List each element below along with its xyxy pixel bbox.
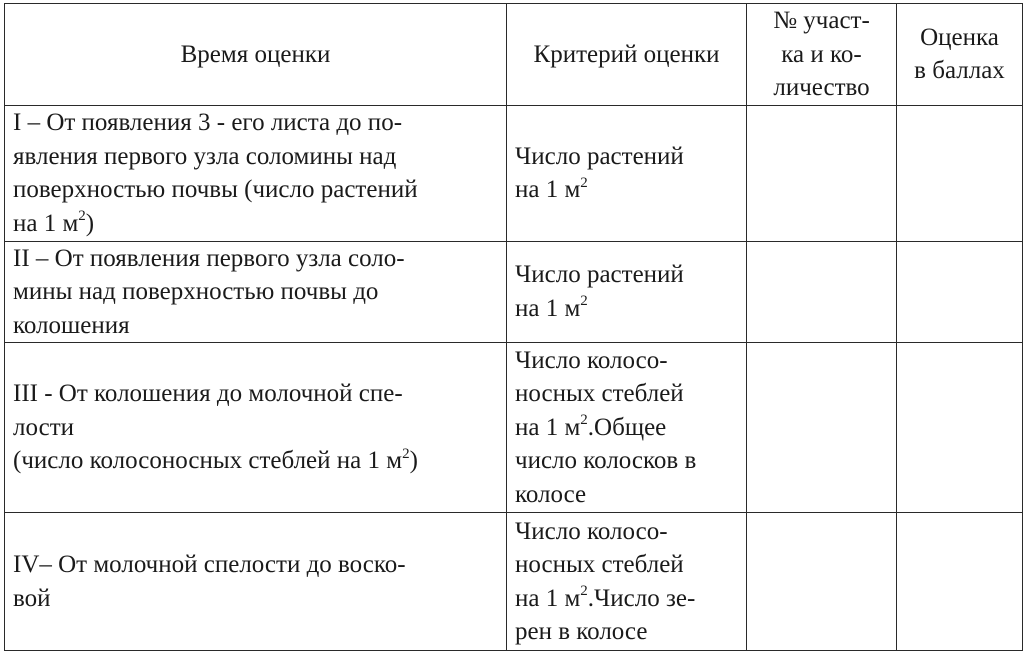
period-superscript: 2: [402, 445, 410, 462]
period-line: IV– От молочной спелости до воско-: [13, 551, 406, 578]
period-cell: [5, 105, 507, 241]
header-plot-line: № участ-: [773, 7, 870, 34]
criterion-superscript: 2: [580, 412, 588, 429]
criterion-cell: [507, 241, 747, 343]
period-line: поверхностью почвы (число растений: [13, 176, 418, 203]
plot-cell: [747, 513, 897, 651]
table-row: [5, 513, 1023, 651]
period-tail: ): [409, 447, 418, 475]
plot-cell: [747, 241, 897, 343]
period-superscript: 2: [78, 208, 86, 225]
score-cell: [897, 105, 1023, 241]
criterion-cell: [507, 513, 747, 651]
criterion-text-after: .Общее: [587, 413, 667, 441]
criterion-cell: [507, 343, 747, 513]
header-time-label: Время оценки: [180, 40, 331, 68]
period-cell: [5, 241, 507, 343]
evaluation-table: [4, 3, 1023, 651]
period-line: I – От появления 3 - его листа до по-: [13, 109, 403, 136]
criterion-line: колосе: [515, 480, 587, 508]
table-row: [5, 241, 1023, 343]
score-cell: [897, 241, 1023, 343]
criterion-line: число колосков в: [515, 447, 697, 475]
score-cell: [897, 513, 1023, 651]
period-cell: [5, 343, 507, 513]
header-score-line: Оценка: [920, 23, 999, 51]
period-line: колошения: [13, 311, 130, 339]
period-line: мины над поверхностью почвы до: [13, 278, 379, 305]
criterion-text: на 1 м: [515, 413, 581, 441]
period-line: [13, 444, 498, 478]
criterion-superscript: 2: [580, 583, 588, 600]
period-cell: [5, 513, 507, 651]
header-criterion: [507, 4, 747, 106]
period-tail: ): [85, 209, 95, 237]
criterion-superscript: 2: [580, 174, 588, 191]
criterion-text-after: .Число зе-: [587, 584, 696, 612]
criterion-line: рен в колосе: [515, 618, 648, 645]
header-plot: [747, 4, 897, 106]
header-score: [897, 4, 1023, 106]
table-row: [5, 343, 1023, 513]
score-cell: [897, 343, 1023, 513]
criterion-line: Число растений: [515, 261, 684, 289]
criterion-line: Число колосо-: [515, 517, 668, 545]
criterion-line: [515, 292, 738, 326]
table-row: [5, 105, 1023, 241]
period-line: вой: [13, 584, 51, 612]
period-line: II – От появления первого узла соло-: [13, 244, 405, 272]
criterion-line: [515, 411, 738, 445]
criterion-line: носных стеблей: [515, 380, 684, 408]
header-time: [5, 4, 507, 106]
period-line: явления первого узла соломины над: [13, 142, 397, 170]
header-criterion-label: Критерий оценки: [533, 40, 720, 68]
plot-cell: [747, 105, 897, 241]
criterion-text: на 1 м: [515, 294, 581, 322]
header-plot-line: личество: [773, 74, 870, 101]
criterion-superscript: 2: [580, 293, 588, 310]
header-score-line: в баллах: [914, 57, 1005, 85]
criterion-cell: [507, 105, 747, 241]
criterion-text: на 1 м: [515, 176, 581, 203]
period-line: [13, 207, 498, 241]
period-text: (число колосоносных стеблей на 1 м: [13, 447, 403, 475]
period-text: на 1 м: [13, 209, 79, 237]
plot-cell: [747, 343, 897, 513]
criterion-line: носных стеблей: [515, 551, 684, 578]
criterion-text: на 1 м: [515, 584, 581, 612]
criterion-line: [515, 173, 738, 207]
criterion-line: Число колосо-: [515, 346, 668, 374]
header-plot-line: ка и ко-: [781, 40, 862, 68]
period-line: III - От колошения до молочной спе-: [13, 380, 403, 408]
period-line: лости: [13, 413, 74, 441]
table-header-row: [5, 4, 1023, 106]
criterion-line: Число растений: [515, 142, 684, 170]
criterion-line: [515, 582, 738, 616]
